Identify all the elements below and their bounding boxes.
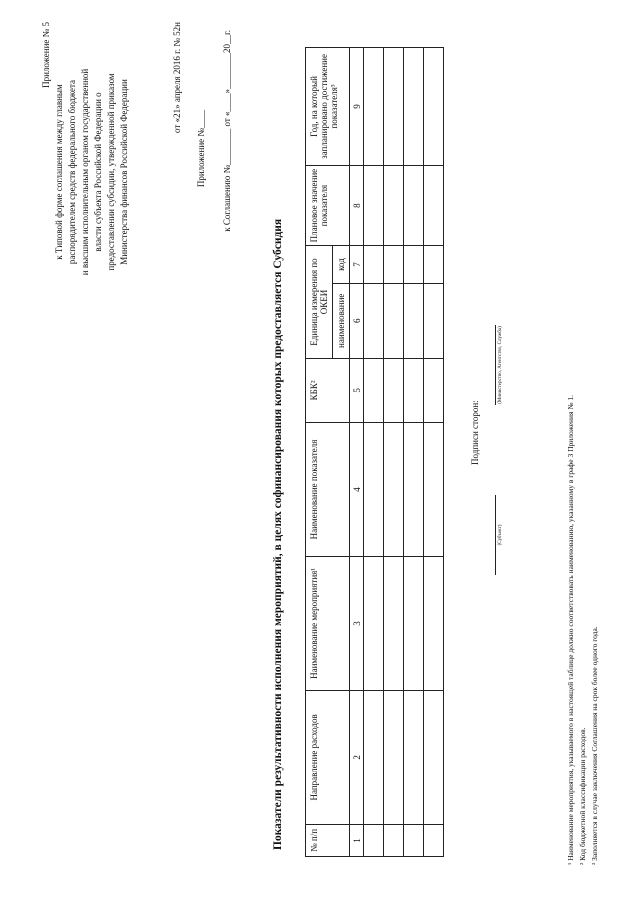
header-unit-code: код [333,246,350,284]
signature-caption: (Министерство, Агентство, Служба) [498,326,503,404]
header-num: № п/п [306,824,350,856]
document-title: Показатели результативности исполнения мероприятий, в целях софинансирования которых предоставляется Субсидия [272,218,284,850]
table-row [364,48,384,857]
header-unit: Единица измерения по ОКЕИ [306,246,333,359]
col-number: 5 [350,358,364,422]
footnote-3: ³ Заполняется в случае заключения Соглашения на срок более одного года. [590,626,599,865]
annex-number: Приложение № 5 [41,22,51,88]
header-indicator: Наименование показателя [306,423,350,557]
annex-header [40,22,131,322]
header-kbk: КБК² [306,358,350,422]
annex-text-line: предоставлении субсидии, утвержденной приказом [106,73,116,271]
col-number: 8 [350,165,364,245]
table-row [404,48,424,857]
col-number: 1 [350,824,364,856]
col-number: 6 [350,283,364,358]
table-row [424,48,444,857]
signature-caption: (Субъект) [498,524,503,546]
annex-text-line: распорядителем средств федерального бюджета [67,79,77,265]
table-row [384,48,404,857]
signature-block-subject [495,495,503,575]
header-planned: Плановое значение показателя [306,165,350,245]
column-number-row [350,48,364,857]
indicators-table [305,47,444,857]
appendix-number-line: Приложение №____ [196,110,206,188]
table-header-row [306,48,333,857]
col-number: 3 [350,556,364,690]
footnote-1: ¹ Наименование мероприятия, указываемого в настоящей таблице должно соответствовать наименованию, указанному в графе 3 Приложения № 1. [566,394,575,865]
signature-line [495,495,496,575]
col-number: 9 [350,48,364,166]
signatures-title: Подписи сторон: [470,400,480,465]
footnotes [565,45,601,865]
col-number: 4 [350,423,364,557]
annex-date: от «21» апреля 2016 г. № 52н [172,22,182,133]
agreement-reference-line: к Соглашению №________ от «____»________20__г. [222,30,232,232]
header-direction: Направление расходов [306,690,350,824]
header-event: Наименование мероприятия¹ [306,556,350,690]
footnote-2: ² Код бюджетной классификации расходов. [578,727,587,865]
col-number: 7 [350,246,364,284]
annex-text-line: власти субъекта Российской Федерации о [93,92,103,252]
col-number: 2 [350,690,364,824]
annex-text-line: к Типовой форме соглашения между главным [54,84,64,260]
header-unit-name: наименование [333,283,350,358]
signature-line [495,325,496,405]
signature-block-ministry [495,325,503,405]
annex-text-line: и высшим исполнительным органом государственной [80,68,90,276]
header-year: Год, на который запланировано достижение показателя³ [306,48,350,166]
annex-text-line: Министерства финансов Российской Федерации [119,79,129,265]
